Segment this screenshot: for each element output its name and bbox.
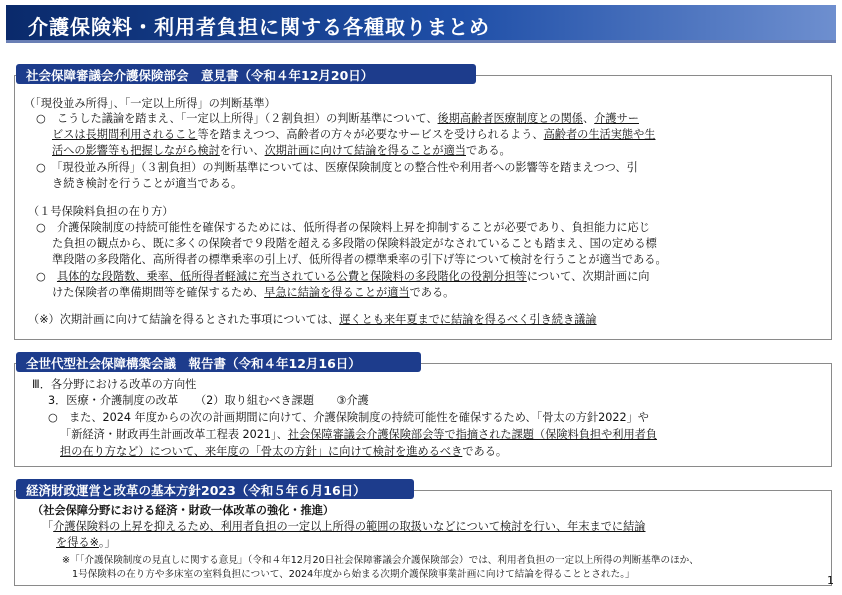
s3-line-1: （社会保障分野における経済・財政一体改革の強化・推進） xyxy=(32,504,335,517)
s3-line-3: を得る※。」 xyxy=(56,536,116,549)
s1-line-6: き続き検討を行うことが適当である。 xyxy=(52,177,243,190)
s1-line-11: ○ 具体的な段階数、乗率、低所得者軽減に充当されている公費と保険料の多段階化の役割分担等について、次期計画に向 xyxy=(36,270,650,283)
s1-line-7: （１号保険料負担の在り方） xyxy=(28,205,174,218)
s1-line-13: （※）次期計画に向けて結論を得るとされた事項については、遅くとも来年夏までに結論を得るべく引き続き議論 xyxy=(28,313,597,326)
s2-line-3: ○ また、2024 年度からの次の計画期間に向けて、介護保険制度の持続可能性を確保するため、「骨太の方針2022」や xyxy=(48,411,649,424)
s1-line-8: ○ 介護保険制度の持続可能性を確保するためには、低所得者の保険料上昇を抑制することが必要であり、負担能力に応じ xyxy=(36,221,650,234)
s2-line-5: 担の在り方など）について、来年度の「骨太の方針」に向けて検討を進めるべきである。 xyxy=(60,445,508,458)
s2-line-2: 3．医療・介護制度の改革 （2）取り組むべき課題 ③介護 xyxy=(48,394,369,407)
section-3-header: 経済財政運営と改革の基本方針2023（令和５年６月16日） xyxy=(16,479,414,499)
s1-line-10: 準段階の多段階化、高所得者の標準乗率の引上げ、低所得者の標準乗率の引下げ等について検討を行うことが適当である。 xyxy=(52,253,667,266)
page-title: 介護保険料・利用者負担に関する各種取りまとめ xyxy=(28,15,490,39)
s3-note-1: ※「「介護保険制度の見直しに関する意見」（令和４年12月20日社会保障審議会介護保険部会）では、利用者負担の一定以上所得の判断基準のほか、 xyxy=(62,555,699,566)
s1-line-3: ビスは長期間利用されること等を踏まえつつ、高齢者の方々が必要なサービスを受けられるよう、高齢者の生活実態や生 xyxy=(52,128,656,141)
section-1-header: 社会保障審議会介護保険部会 意見書（令和４年12月20日） xyxy=(16,64,476,84)
s2-line-1: Ⅲ．各分野における改革の方向性 xyxy=(32,378,197,391)
s2-line-4: 「新経済・財政再生計画改革工程表 2021」、社会保障審議会介護保険部会等で指摘された課題（保険料負担や利用者負 xyxy=(60,428,658,441)
s1-line-2: ○ こうした議論を踏まえ、「一定以上所得」（２割負担）の判断基準について、後期高齢者医療制度との関係、介護サー xyxy=(36,112,639,125)
s1-line-1: （「現役並み所得」、「一定以上所得」の判断基準） xyxy=(24,97,276,110)
s1-line-12: けた保険者の準備期間等を確保するため、早急に結論を得ることが適当である。 xyxy=(52,286,455,299)
page-number: 1 xyxy=(827,574,834,587)
title-bar xyxy=(6,5,836,43)
s1-line-4: 活への影響等も把握しながら検討を行い、次期計画に向けて結論を得ることが適当である。 xyxy=(52,144,511,157)
s3-line-2: 「介護保険料の上昇を抑えるため、利用者負担の一定以上所得の範囲の取扱いなどについて検討を行い、年末までに結論 xyxy=(42,520,646,533)
s1-line-9: た負担の観点から、既に多くの保険者で９段階を超える多段階の保険料設定がなされていることも踏まえ、国の定める標 xyxy=(52,237,657,250)
section-2-header: 全世代型社会保障構築会議 報告書（令和４年12月16日） xyxy=(16,352,421,372)
s1-line-5: ○ 「現役並み所得」（３割負担）の判断基準については、医療保険制度との整合性や利用者への影響等を踏まえつつ、引 xyxy=(36,161,638,174)
s3-note-2: 1号保険料の在り方や多床室の室料負担について、2024年度から始まる次期介護保険事業計画に向けて結論を得ることとされた。」 xyxy=(72,569,635,580)
